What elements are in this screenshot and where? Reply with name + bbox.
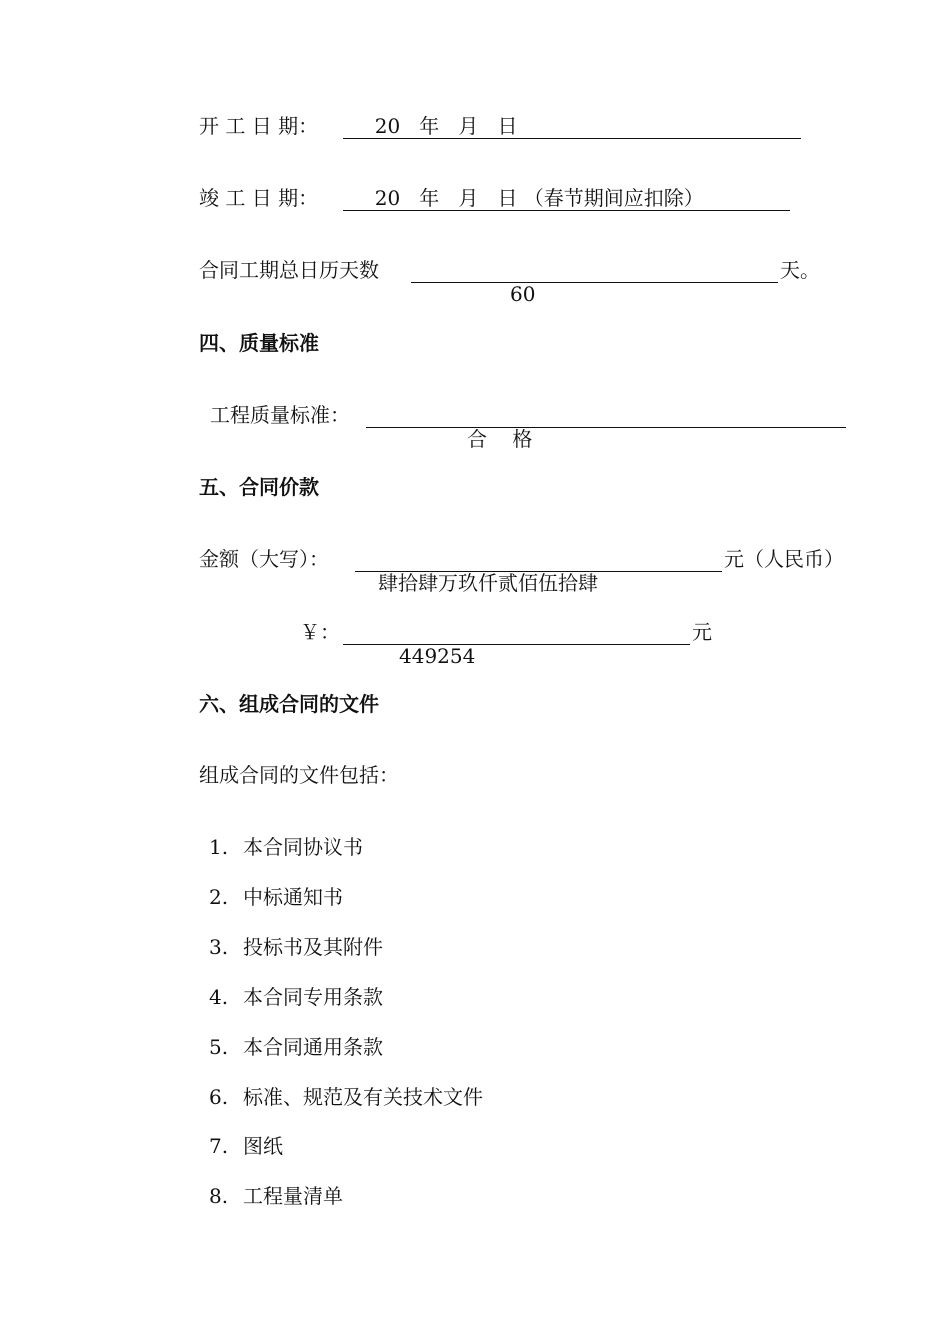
yen-field [343, 620, 690, 668]
duration-label: 合同工期总日历天数 [199, 258, 379, 282]
section-5-heading: 五、合同价款 [199, 475, 319, 499]
quality-field [366, 403, 846, 451]
list-item-text: 标准、规范及有关技术文件 [243, 1085, 483, 1109]
amount-field [355, 547, 722, 595]
documents-intro: 组成合同的文件包括： [199, 763, 399, 787]
list-item [209, 935, 383, 959]
end-date-label: 竣 工 日 期： [199, 186, 319, 210]
list-item-text: 本合同协议书 [243, 835, 363, 859]
yen-value: 449254 [399, 644, 476, 668]
list-item-text: 中标通知书 [243, 885, 343, 909]
list-item-number: 5. [209, 1035, 229, 1059]
quality-label: 工程质量标准： [210, 403, 350, 427]
list-item-number: 3. [209, 935, 229, 959]
list-item [209, 835, 363, 859]
list-item-text: 本合同专用条款 [243, 985, 383, 1009]
yen-label: ￥： [300, 620, 340, 644]
list-item-number: 7. [209, 1134, 229, 1158]
list-item-number: 1. [209, 835, 229, 859]
list-item-number: 4. [209, 985, 229, 1009]
list-item [209, 1134, 283, 1158]
list-item [209, 1184, 343, 1208]
list-item [209, 1035, 383, 1059]
start-date-label: 开 工 日 期： [199, 114, 319, 138]
section-6-heading: 六、组成合同的文件 [199, 692, 379, 716]
amount-value: 肆拾肆万玖仟贰佰伍拾肆 [378, 571, 598, 595]
section-4-heading: 四、质量标准 [199, 331, 319, 355]
list-item [209, 885, 343, 909]
duration-suffix: 天。 [780, 258, 820, 282]
list-item-text: 工程量清单 [243, 1184, 343, 1208]
duration-value: 60 [510, 282, 536, 306]
list-item-text: 图纸 [243, 1134, 283, 1158]
list-item-number: 8. [209, 1184, 229, 1208]
end-date-field: 20 年 月 日 （春节期间应扣除） [343, 186, 790, 211]
quality-value: 合 格 [467, 427, 533, 451]
list-item [209, 1085, 483, 1109]
list-item-text: 投标书及其附件 [243, 935, 383, 959]
list-item-number: 6. [209, 1085, 229, 1109]
amount-label: 金额（大写）： [199, 547, 329, 571]
list-item-text: 本合同通用条款 [243, 1035, 383, 1059]
list-item-number: 2. [209, 885, 229, 909]
amount-suffix: 元（人民币） [724, 547, 844, 571]
list-item [209, 985, 383, 1009]
duration-field [411, 258, 778, 306]
start-date-field: 20 年 月 日 [343, 114, 801, 139]
yen-suffix: 元 [692, 620, 712, 644]
